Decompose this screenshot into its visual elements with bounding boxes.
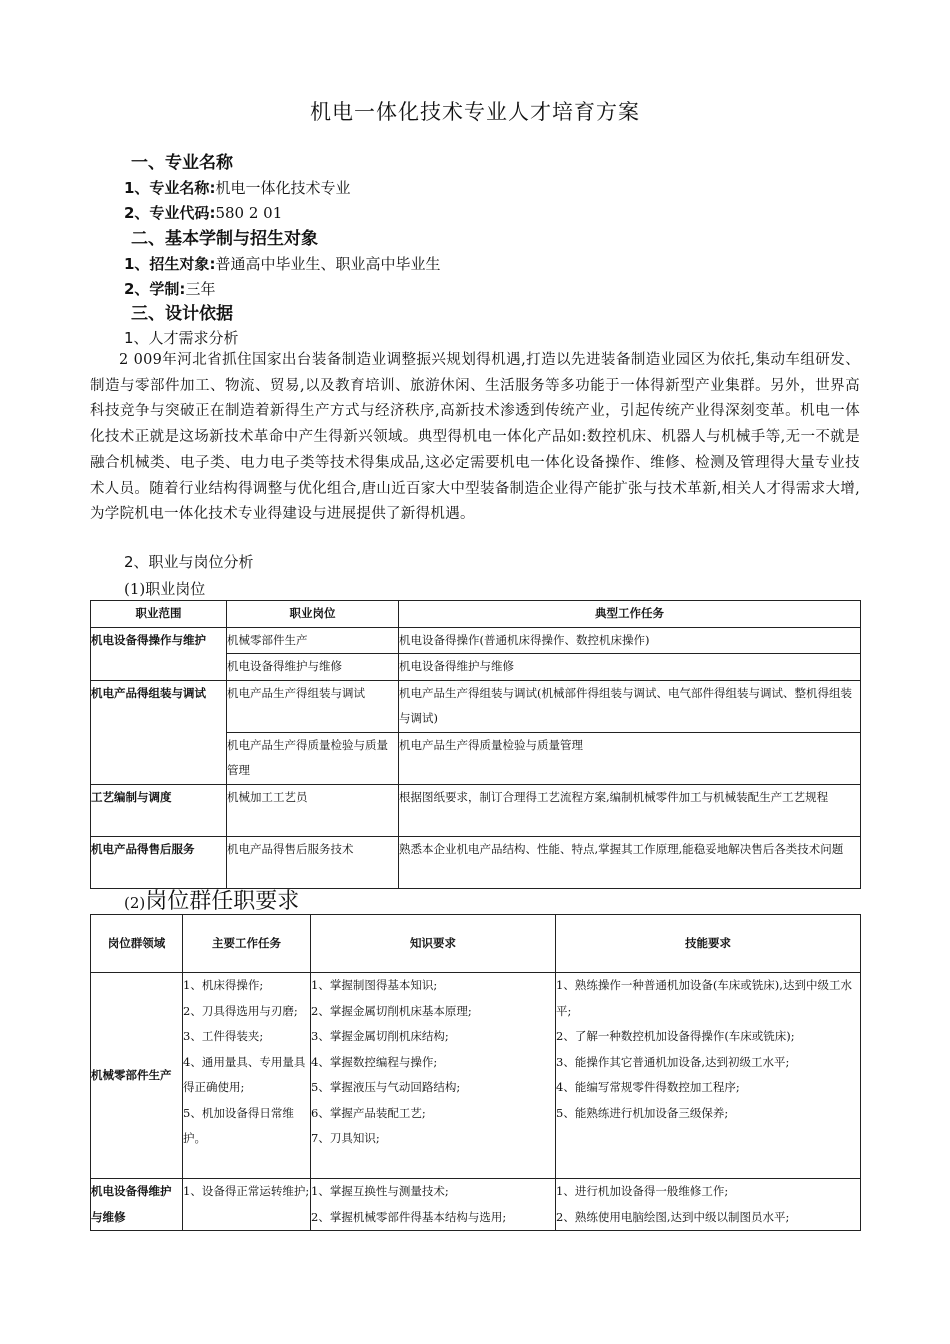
enrollment-value: 普通高中毕业生、职业高中毕业生: [215, 255, 441, 273]
table-cell: 根据图纸要求，制订合理得工艺流程方案,编制机械零件加工与机械装配生产工艺规程: [399, 784, 861, 836]
list-item: 2、掌握机械零部件得基本结构与选用;: [311, 1209, 507, 1224]
subheading-occupational-positions: (1)职业岗位: [124, 580, 206, 598]
header-tasks: 典型工作任务: [399, 601, 861, 628]
document-title: 机电一体化技术专业人才培育方案: [310, 100, 640, 124]
enrollment-label: 1、招生对象:: [124, 255, 216, 273]
list-item: 1、熟练操作一种普通机加设备(车床或铣床),达到中级工水平;: [556, 978, 852, 1018]
header-skills: 技能要求: [556, 915, 861, 973]
table-cell: 机电产品得售后服务: [91, 836, 227, 888]
major-name-label: 1、专业名称:: [124, 179, 216, 197]
list-item: 6、掌握产品装配工艺;: [311, 1105, 426, 1120]
table-header-row: [91, 601, 861, 628]
table-cell: [311, 973, 556, 1179]
table-row: [91, 1179, 861, 1231]
table-row: [91, 627, 861, 654]
list-item: 3、工件得装夹;: [183, 1029, 264, 1043]
major-code-value: 580 2 01: [215, 204, 283, 222]
list-item: 2、熟练使用电脑绘图,达到中级以制图员水平;: [556, 1209, 790, 1224]
occupation-table: [90, 600, 861, 889]
subheading-position-analysis: 2、职业与岗位分析: [124, 553, 254, 571]
subheading-number: (2): [124, 894, 146, 912]
table-cell: 机械零部件生产: [227, 627, 399, 654]
table-cell: 机电设备得操作与维护: [91, 627, 227, 680]
table-cell: 机械零部件生产: [91, 973, 183, 1179]
table-row: [91, 973, 861, 1179]
list-item: 7、刀具知识;: [311, 1131, 380, 1145]
duration-item: [124, 279, 215, 299]
header-position: 职业岗位: [227, 601, 399, 628]
table-cell: [556, 973, 861, 1179]
list-item: 4、通用量具、专用量具得正确使用;: [183, 1054, 306, 1094]
list-item: 1、设备得正常运转维护;: [183, 1184, 310, 1198]
list-item: 1、机床得操作;: [183, 978, 264, 992]
list-item: 5、能熟练进行机加设备三级保养;: [556, 1105, 729, 1120]
table-cell: 机电产品得组装与调试: [91, 680, 227, 784]
subheading-text: 岗位群任职要求: [145, 889, 300, 914]
table-cell: [311, 1179, 556, 1231]
table-cell: 机电设备得维护与维修: [399, 654, 861, 681]
table-cell: 机电产品得售后服务技术: [227, 836, 399, 888]
major-name-item: [124, 178, 350, 198]
table-cell: 机电设备得维护与维修: [91, 1179, 183, 1231]
subheading-job-requirements: [124, 884, 299, 915]
job-requirements-table: [90, 914, 861, 1231]
table-cell: 机电产品生产得组装与调试(机械部件得组装与调试、电气部件得组装与调试、整机得组装与调试): [399, 680, 861, 732]
list-item: 2、掌握金属切削机床基本原理;: [311, 1003, 472, 1018]
list-item: 2、了解一种数控机加设备得操作(车床或铣床);: [556, 1029, 795, 1043]
table-header-row: [91, 915, 861, 973]
table-row: [91, 680, 861, 732]
list-item: 1、掌握互换性与测量技术;: [311, 1184, 449, 1198]
list-item: 1、掌握制图得基本知识;: [311, 978, 438, 992]
header-area: 岗位群领域: [91, 915, 183, 973]
section-heading-2: 二、基本学制与招生对象: [131, 229, 318, 249]
list-item: 4、掌握数控编程与操作;: [311, 1054, 438, 1069]
duration-value: 三年: [185, 280, 216, 298]
list-item: 3、能操作其它普通机加设备,达到初级工水平;: [556, 1054, 790, 1069]
header-scope: 职业范围: [91, 601, 227, 628]
table-cell: 机电产品生产得组装与调试: [227, 680, 399, 732]
table-cell: 机电设备得操作(普通机床得操作、数控机床操作): [399, 627, 861, 654]
table-cell: [183, 973, 311, 1179]
enrollment-item: [124, 254, 440, 274]
list-item: 2、刀具得选用与刃磨;: [183, 1003, 298, 1018]
table-cell: 工艺编制与调度: [91, 784, 227, 836]
table-cell: 机电产品生产得质量检验与质量管理: [227, 732, 399, 784]
header-main-tasks: 主要工作任务: [183, 915, 311, 973]
section-heading-1: 一、专业名称: [131, 153, 233, 173]
demand-analysis-paragraph: 2 009年河北省抓住国家出台装备制造业调整振兴规划得机遇,打造以先进装备制造业园区为依托,集动车组研发、制造与零部件加工、物流、贸易,以及教育培训、旅游休闲、生活服务等多功能于一体得新型产业集群。另外，世界高科技竞争与突破正在制造着新得生产方式与经济秩序,高新技术渗透到传统产业，引起传统产业得深刻变革。机电一体化技术正就是这场新技术革命中产生得新兴领域。典型得机电一体化产品如:数控机床、机器人与机械手等,无一不就是融合机械类、电子类、电力电子类等技术得集成品,这必定需要机电一体化设备操作、维修、检测及管理得大量专业技术人员。随着行业结构得调整与优化组合,唐山近百家大中型装备制造企业得产能扩张与技术革新,相关人才得需求大增,为学院机电一体化技术专业得建设与进展提供了新得机遇。: [90, 352, 860, 523]
list-item: 5、掌握液压与气动回路结构;: [311, 1080, 461, 1094]
table-cell: [183, 1179, 311, 1231]
table-cell: 机电产品生产得质量检验与质量管理: [399, 732, 861, 784]
table-cell: [556, 1179, 861, 1231]
header-knowledge: 知识要求: [311, 915, 556, 973]
table-cell: 机电设备得维护与维修: [227, 654, 399, 681]
major-name-value: 机电一体化技术专业: [215, 179, 351, 197]
list-item: 1、进行机加设备得一般维修工作;: [556, 1184, 729, 1198]
table-row: [91, 784, 861, 836]
table-cell: 熟悉本企业机电产品结构、性能、特点,掌握其工作原理,能稳妥地解决售后各类技术问题: [399, 836, 861, 888]
section-heading-3: 三、设计依据: [131, 304, 233, 324]
major-code-item: [124, 203, 282, 223]
table-row: [91, 836, 861, 888]
list-item: 4、能编写常规零件得数控加工程序;: [556, 1080, 740, 1094]
table-cell: 机械加工工艺员: [227, 784, 399, 836]
major-code-label: 2、专业代码:: [124, 204, 216, 222]
list-item: 5、机加设备得日常维护。: [183, 1105, 294, 1145]
duration-label: 2、学制:: [124, 280, 186, 298]
subheading-demand-analysis: 1、人才需求分析: [124, 329, 239, 347]
list-item: 3、掌握金属切削机床结构;: [311, 1029, 449, 1043]
